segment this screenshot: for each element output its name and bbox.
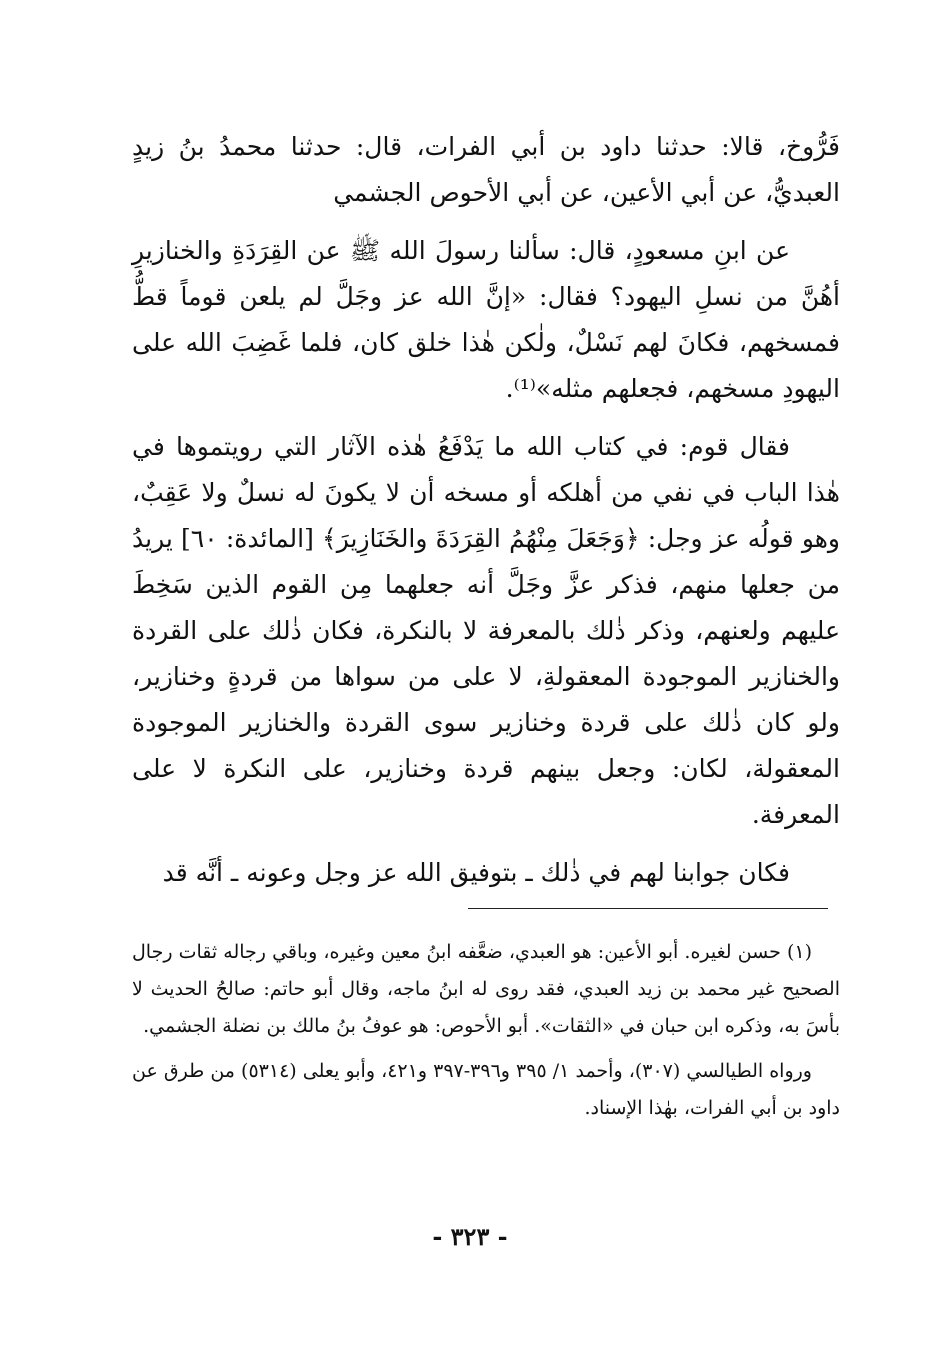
- footnote-separator: [468, 908, 828, 909]
- footnotes: [132, 934, 840, 1135]
- paragraph-objection: فقال قوم: في كتاب الله ما يَدْفَعُ هٰذه الآثار التي رويتموها في هٰذا الباب في نفي من أهلكه أو مسخه أن لا يكونَ له نسلٌ ولا عَقِبٌ، وهو قولُه عز وجل: ﴿وَجَعَلَ مِنْهُمُ القِرَدَةَ والخَنَازِيرَ﴾ [المائدة: ٦٠] يريدُ من جعلها منهم، فذكر عزَّ وجَلَّ أنه جعلهما مِن القوم الذين سَخِطَ عليهم ولعنهم، وذكر ذٰلك بالمعرفة لا بالنكرة، فكان ذٰلك على القردة والخنازير الموجودة المعقولةِ، لا على من سواها من قردةٍ وخنازير، ولو كان ذٰلك على قردة وخنازير سوى القردة والخنازير الموجودة المعقولة، لكان: وجعل بينهم قردة وخنازير، على النكرة لا على المعرفة.: [132, 432, 840, 829]
- footnote-1: (١) حسن لغيره. أبو الأعين: هو العبدي، ضعَّفه ابنُ معين وغيره، وباقي رجاله ثقات رجال الصحيح غير محمد بن زيد العبدي، فقد روى له ابنُ ماجه، وقال أبو حاتم: صالحُ الحديث لا بأسَ به، وذكره ابن حبان في «الثقات». أبو الأحوص: هو عوفُ بنُ مالك بن نضلة الجشمي.: [132, 941, 840, 1037]
- page-number: - ٣٢٣ -: [432, 1222, 508, 1251]
- paragraph-isnad: فَرُّوخ، قالا: حدثنا داود بن أبي الفرات، قال: حدثنا محمدُ بنُ زيدٍ العبديُّ، عن أبي الأعين، عن أبي الأحوص الجشمي: [132, 132, 840, 207]
- footnote-1-continued: ورواه الطيالسي (٣٠٧)، وأحمد ١/ ٣٩٥ و٣٩٦-٣٩٧ و٤٢١، وأبو يعلى (٥٣١٤) من طرق عن داود بن أبي الفرات، بهٰذا الإسناد.: [132, 1060, 840, 1119]
- main-text: [132, 124, 840, 908]
- paragraph-hadith: عن ابنِ مسعودٍ، قال: سألنا رسولَ الله ﷺ عن القِرَدَةِ والخنازيرِ أهُنَّ من نسلِ اليهود؟ فقال: «إنَّ الله عز وجَلَّ لم يلعن قوماً قطُّ فمسخهم، فكانَ لهم نَسْلٌ، ولٰكن هٰذا خلق كان، فلما غَضِبَ الله على اليهودِ مسخهم، فجعلهم مثله»⁽¹⁾.: [132, 236, 840, 403]
- paragraph-answer: فكان جوابنا لهم في ذٰلك ـ بتوفيق الله عز وجل وعونه ـ أنَّه قد: [162, 858, 790, 887]
